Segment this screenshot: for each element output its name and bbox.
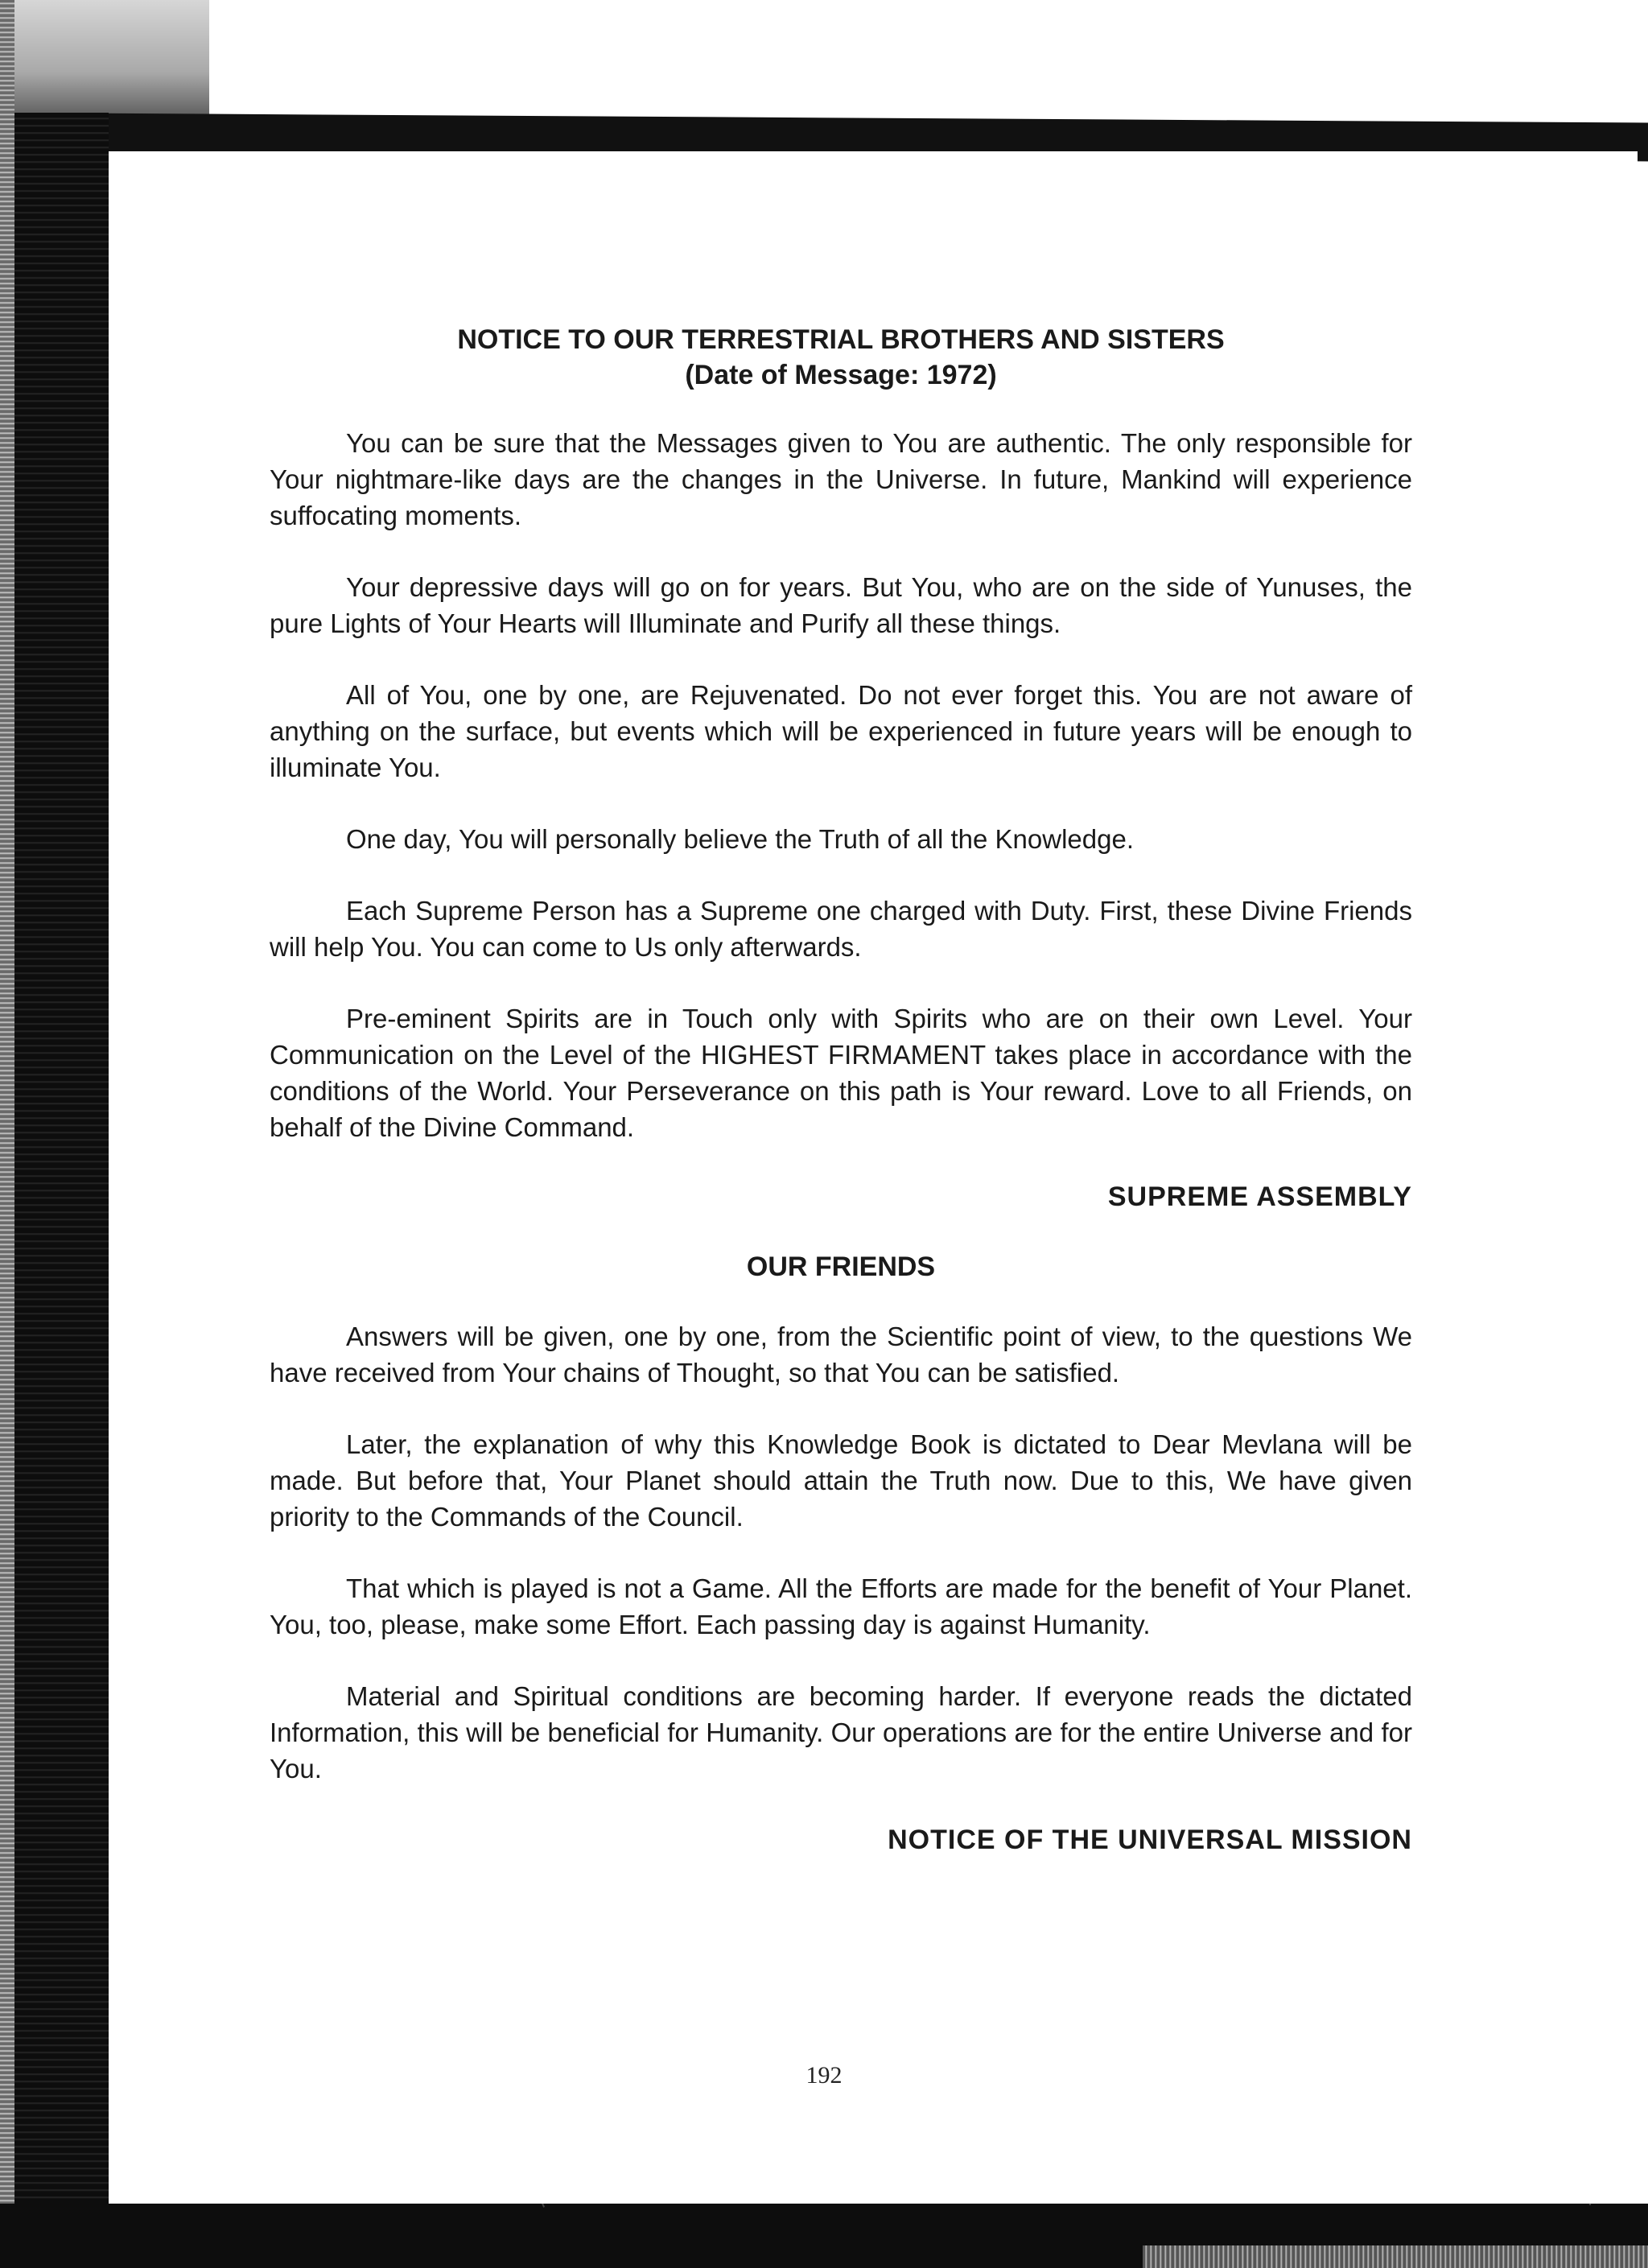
page-number: 192 — [805, 2062, 843, 2089]
paragraph: All of You, one by one, are Rejuvenated. Do not ever forget this. You are not aware of anything on the surface, but events which will be experienced in future years will be enough to illuminate You. — [270, 680, 1412, 782]
scan-stripe-left — [0, 0, 14, 2268]
paragraph: Your depressive days will go on for years. But You, who are on the side of Yunuses, the pure Lights of Your Hearts will Illuminate and Purify all these things. — [270, 572, 1412, 638]
paragraph: Answers will be given, one by one, from the Scientific point of view, to the questions We have received from Your chains of Thought, so that You can be satisfied. — [270, 1322, 1412, 1388]
notice-date: (Date of Message: 1972) — [685, 360, 997, 390]
paragraph: Later, the explanation of why this Knowledge Book is dictated to Dear Mevlana will be made. But before that, Your Planet should attain the Truth now. Due to this, We have given priority to the Commands of the Council. — [270, 1429, 1412, 1532]
signature-supreme-assembly: SUPREME ASSEMBLY — [1107, 1181, 1412, 1212]
section-heading-our-friends: OUR FRIENDS — [746, 1252, 936, 1282]
scan-border-left — [0, 113, 109, 2268]
page-content — [270, 322, 1412, 1858]
scan-artifact-top-left — [0, 0, 209, 121]
paragraph: Material and Spiritual conditions are becoming harder. If everyone reads the dictated Information, this will be beneficial for Humanity. Our operations are for the entire Universe and for You. — [270, 1681, 1412, 1783]
paragraph: That which is played is not a Game. All the Efforts are made for the benefit of Your Planet. You, too, please, make some Effort. Each passing day is against Humanity. — [270, 1573, 1412, 1639]
notice-title: NOTICE TO OUR TERRESTRIAL BROTHERS AND SISTERS — [457, 324, 1225, 355]
signature-universal-mission: NOTICE OF THE UNIVERSAL MISSION — [888, 1825, 1412, 1855]
paragraph: Pre-eminent Spirits are in Touch only with Spirits who are on their own Level. Your Communication on the Level of the HIGHEST FIRMAMENT takes place in accordance with the conditions of the World. Your Perseverance on this path is Your reward. Love to all Friends, on behalf of the Divine Command. — [270, 1004, 1412, 1142]
paragraph: You can be sure that the Messages given to You are authentic. The only responsible for Your nightmare-like days are the changes in the Universe. In future, Mankind will experience suffocating moments. — [270, 428, 1412, 530]
scan-stripe-bottom — [1143, 2245, 1648, 2268]
paragraph: One day, You will personally believe the Truth of all the Knowledge. — [346, 824, 1135, 854]
paragraph: Each Supreme Person has a Supreme one charged with Duty. First, these Divine Friends will help You. You can come to Us only afterwards. — [270, 896, 1412, 962]
